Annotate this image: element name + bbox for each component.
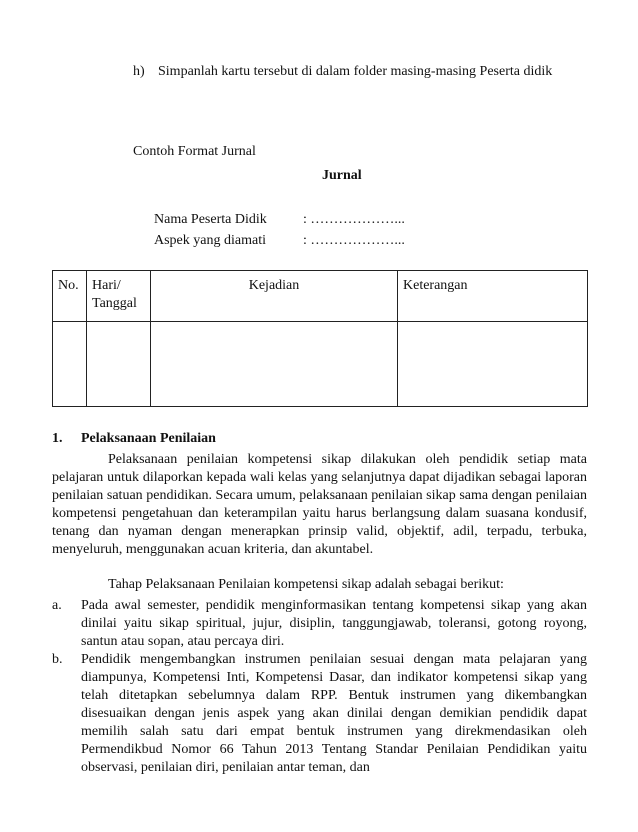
section-title: Pelaksanaan Penilaian bbox=[81, 431, 216, 446]
step-h-label: h) bbox=[133, 64, 145, 79]
paragraph-stages: Tahap Pelaksanaan Penilaian kompetensi sikap adalah sebagai berikut: bbox=[108, 577, 504, 592]
field-label-observed-aspect: Aspek yang diamati bbox=[154, 233, 266, 248]
list-item bbox=[52, 651, 587, 777]
list-item-text: Pendidik mengembangkan instrumen penilaian sesuai dengan mata pelajaran yang diampunya, Kompetensi Inti, Kompetensi Dasar, dan indikator kompetensi sikap yang telah ditetapkan sebelumnya dalam RPP. Bentuk instrumen yang dikembangkan disesuaikan dengan jenis aspek yang akan dinilai dengan demikian pendidik dapat memilih salah satu dari empat bentuk instrumen yang direkmendasikan oleh Permendikbud Nomor 66 Tahun 2013 Tentang Standar Penilaian Pendidikan yaitu observasi, penilaian diri, penilaian antar teman, dan bbox=[81, 652, 587, 775]
format-heading: Contoh Format Jurnal bbox=[133, 144, 256, 159]
table-header-row bbox=[53, 271, 588, 322]
section-number: 1. bbox=[52, 431, 63, 446]
header-no: No. bbox=[53, 271, 87, 322]
header-notes: Keterangan bbox=[398, 271, 588, 322]
field-label-student-name: Nama Peserta Didik bbox=[154, 212, 267, 227]
journal-title: Jurnal bbox=[322, 168, 362, 183]
list-item bbox=[52, 597, 587, 651]
header-date: Hari/ Tanggal bbox=[87, 271, 151, 322]
header-event: Kejadian bbox=[151, 271, 398, 322]
table-row bbox=[53, 322, 588, 407]
cell-event bbox=[151, 322, 398, 407]
cell-date bbox=[87, 322, 151, 407]
cell-notes bbox=[398, 322, 588, 407]
paragraph-intro: Pelaksanaan penilaian kompetensi sikap dilakukan oleh pendidik setiap mata pelajaran untuk dilaporkan kepada wali kelas yang selanjutnya dapat dijadikan sebagai laporan penilaian satuan pendidikan. Secara umum, pelaksanaan penilaian sikap sama dengan penilaian kompetensi pengetahuan dan keterampilan yaitu harus berlangsung dalam suasana kondusif, tenang dan nyaman dengan menerapkan prinsip valid, objektif, adil, terpadu, terbuka, menyeluruh, menggunakan acuan kriteria, dan akuntabel. bbox=[52, 452, 587, 557]
field-value-observed-aspect: : ………………... bbox=[303, 233, 405, 248]
journal-table bbox=[52, 270, 588, 407]
step-h-text: Simpanlah kartu tersebut di dalam folder masing-masing Peserta didik bbox=[158, 64, 553, 79]
field-value-student-name: : ………………... bbox=[303, 212, 405, 227]
list-item-label: b. bbox=[52, 652, 63, 667]
list-item-text: Pada awal semester, pendidik menginformasikan tentang kompetensi sikap yang akan dinilai yaitu sikap spiritual, jujur, disiplin, tanggungjawab, toleransi, gotong royong, santun atau sopan, atau percaya diri. bbox=[81, 598, 587, 649]
list-item-label: a. bbox=[52, 598, 62, 613]
cell-no bbox=[53, 322, 87, 407]
